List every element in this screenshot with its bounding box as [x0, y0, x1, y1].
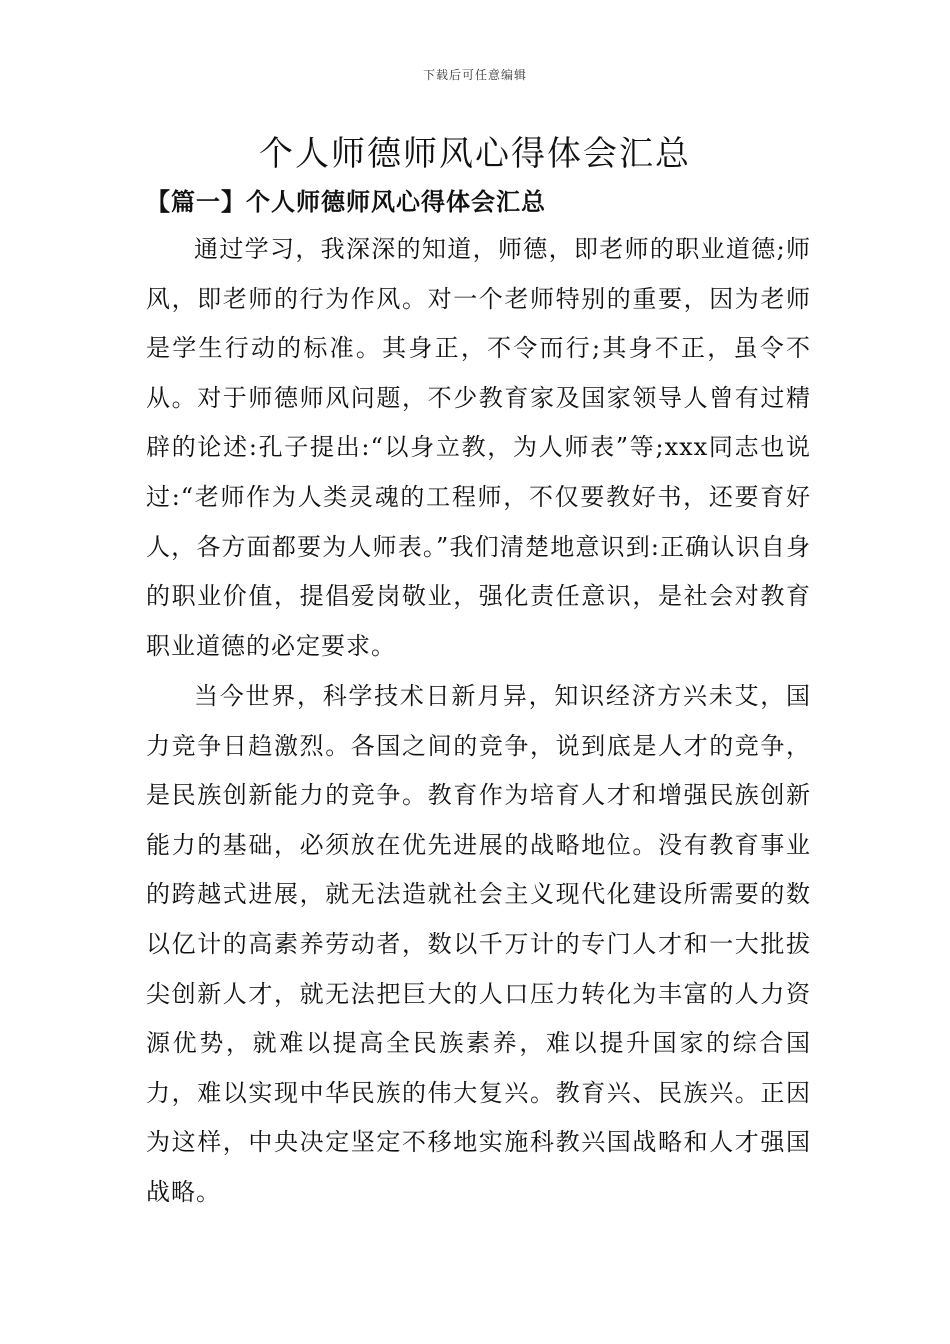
document-title: 个人师德师风心得体会汇总: [259, 134, 691, 174]
section-heading: 【篇一】个人师德师风心得体会汇总: [146, 187, 546, 216]
body-paragraph-1: 通过学习，我深深的知道，师德，即老师的职业道德;师风，即老师的行为作风。对一个老师特别的重要，因为老师是学生行动的标准。其身正，不令而行;其身不正，虽令不从。对于师德师风问题，不少教育家及国家领导人曾有过精辟的论述:孔子提出:“以身立教，为人师表”等;xxx同志也说过:“老师作为人类灵魂的工程师，不仅要教好书，还要育好人，各方面都要为人师表。”我们清楚地意识到:正确认识自身的职业价值，提倡爱岗敬业，强化责任意识，是社会对教育职业道德的必定要求。: [146, 235, 811, 660]
header-note: 下载后可任意编辑: [422, 68, 527, 82]
body-paragraph-2: 当今世界，科学技术日新月异，知识经济方兴未艾，国力竞争日趋激烈。各国之间的竞争，说到底是人才的竞争，是民族创新能力的竞争。教育作为培育人才和增强民族创新能力的基础，必须放在优先进展的战略地位。没有教育事业的跨越式进展，就无法造就社会主义现代化建设所需要的数以亿计的高素养劳动者，数以千万计的专门人才和一大批拔尖创新人才，就无法把巨大的人口压力转化为丰富的人力资源优势，就难以提高全民族素养，难以提升国家的综合国力，难以实现中华民族的伟大复兴。教育兴、民族兴。正因为这样，中央决定坚定不移地实施科教兴国战略和人才强国战略。: [146, 682, 811, 1206]
